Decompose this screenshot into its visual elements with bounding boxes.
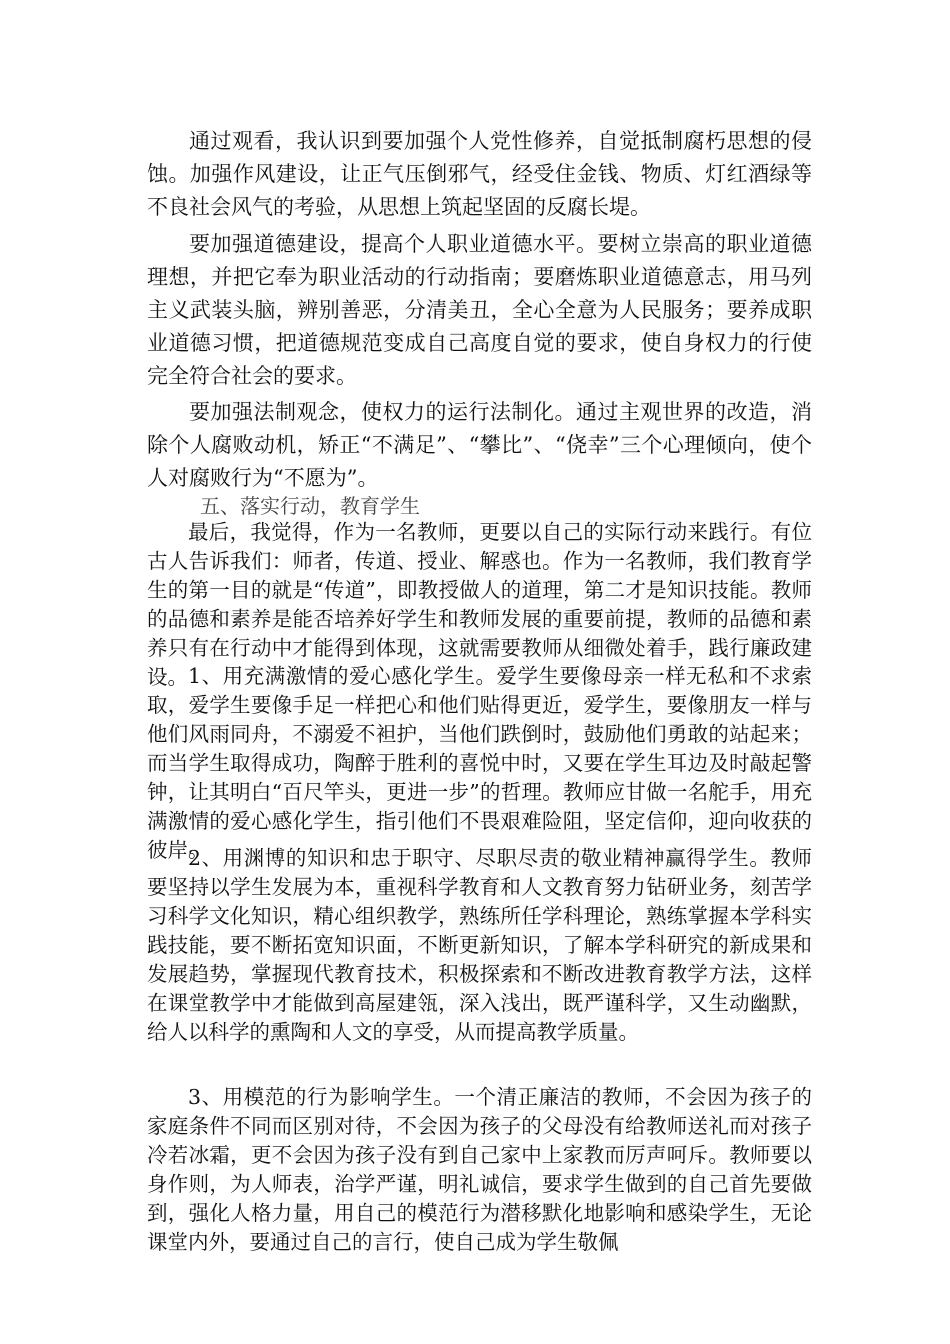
paragraph-point-1-love: 1、用充满激情的爱心感化学生。爱学生要像母亲一样无私和不求索取，爱学生要像手足一样把心和他们贴得更近，爱学生，要像朋友一样与他们风雨同舟，不溺爱不袒护，当他们跌倒时，鼓励他们勇敢的站起来；而当学生取得成功，陶醉于胜利的喜悦中时，又要在学生耳边及时敲起警钟，让其明白“百尺竿头，更进一步”的哲理。教师应甘做一名舵手，用充满激情的爱心感化学生，指引他们不畏艰难险阻，坚定信仰，迎向收获的彼岸。 — [147, 664, 812, 862]
paragraph-teacher-action: 最后，我觉得，作为一名教师，更要以自己的实际行动来践行。有位古人告诉我们：师者，传道、授业、解惑也。作为一名教师，我们教育学生的第一目的就是“传道”，即教授做人的道理，第二才是知识技能。教师的品德和素养是能否培养好学生和教师发展的重要前提，教师的品德和素养只有在行动中才能得到体现，这就需要教师从细微处着手，践行廉政建设。 — [147, 520, 812, 689]
paragraph-party-cultivation: 通过观看，我认识到要加强个人党性修养，自觉抵制腐朽思想的侵蚀。加强作风建设，让正气压倒邪气，经受住金钱、物质、灯红酒绿等不良社会风气的考验，从思想上筑起坚固的反腐长堤。 — [147, 129, 812, 219]
paragraph-legal-concept: 要加强法制观念，使权力的运行法制化。通过主观世界的改造，消除个人腐败动机，矫正“不满足”、“攀比”、“侥幸”三个心理倾向，使个人对腐败行为“不愿为”。 — [147, 400, 812, 490]
paragraph-moral-building: 要加强道德建设，提高个人职业道德水平。要树立崇高的职业道德理想，并把它奉为职业活动的行动指南；要磨炼职业道德意志，用马列主义武装头脑，辨别善恶，分清美丑，全心全意为人民服务；要养成职业道德习惯，把道德规范变成自己高度自觉的要求，使自身权力的行使完全符合社会的要求。 — [147, 232, 812, 388]
section-heading: 五、落实行动，教育学生 — [200, 494, 420, 518]
paragraph-point-2-knowledge: 2、用渊博的知识和忠于职守、尽职尽责的敬业精神赢得学生。教师要坚持以学生发展为本，重视科学教育和人文教育努力钻研业务，刻苦学习科学文化知识，精心组织教学，熟练所任学科理论，熟练掌握本学科实践技能，要不断拓宽知识面，不断更新知识，了解本学科研究的新成果和发展趋势，掌握现代教育技术，积极探索和不断改进教育教学方法，这样在课堂教学中才能做到高屋建瓴，深入浅出，既严谨科学，又生动幽默，给人以科学的熏陶和人文的享受，从而提高教学质量。 — [147, 846, 812, 1044]
paragraph-point-3-example: 3、用模范的行为影响学生。一个清正廉洁的教师，不会因为孩子的家庭条件不同而区别对待，不会因为孩子的父母没有给教师送礼而对孩子冷若冰霜，更不会因为孩子没有到自己家中上家教而厉声呵斥。教师要以身作则，为人师表，治学严谨，明礼诚信，要求学生做到的自己首先要做到，强化人格力量，用自己的模范行为潜移默化地影响和感染学生，无论课堂内外，要通过自己的言行，使自己成为学生敬佩 — [147, 1085, 812, 1254]
